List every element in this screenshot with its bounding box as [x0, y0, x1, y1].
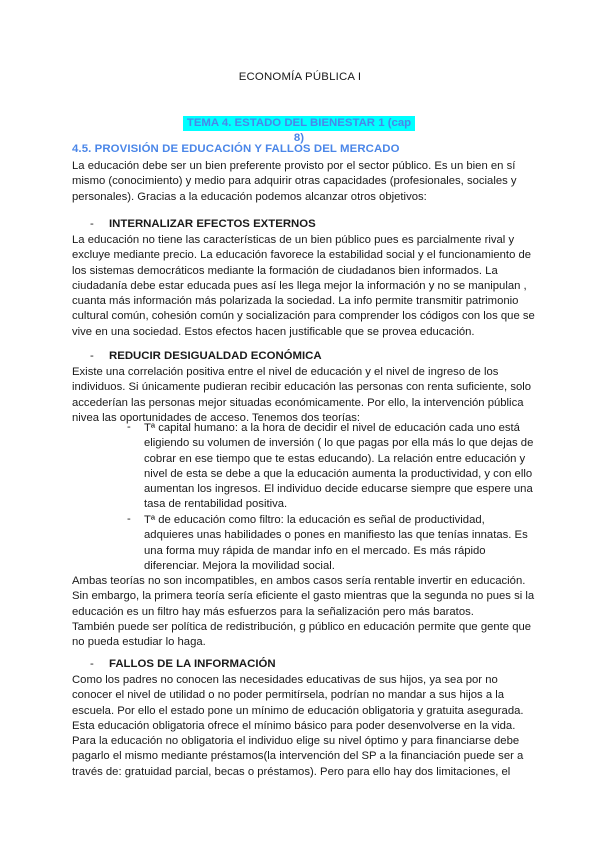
text-line: personales). Gracias a la educación podemos alcanzar otros objetivos: [72, 190, 427, 203]
text-line: Para la educación no obligatoria el individuo elige su nivel óptimo y para financiarse debe [72, 735, 520, 748]
text-line: diferenciar. Mejora la movilidad social. [144, 559, 335, 572]
document-header-title: ECONOMÍA PÚBLICA I [238, 71, 362, 83]
text-line: accederían las personas mejor situadas económicamente. Por ello, la intervención pública [72, 396, 524, 409]
text-line: Existe una correlación positiva entre el nivel de educación y el nivel de ingreso de los [72, 366, 499, 378]
paragraph-desigualdad [72, 365, 532, 426]
text-line: adquieres unas habilidades o pones en manifiesto las que tenías innatas. Es [144, 529, 528, 542]
bullet-heading-desigualdad [90, 350, 322, 362]
text-line: educación es un filtro hay más esfuerzos para la señalización pero más baratos. [72, 605, 474, 618]
bullet-heading-informacion [90, 658, 276, 670]
bullet-heading-text: FALLOS DE LA INFORMACIÓN [109, 658, 276, 670]
intro-paragraph [72, 159, 532, 205]
text-line: no pueda estudiar lo haga. [72, 636, 206, 649]
sub-bullet-dash: - [127, 513, 131, 525]
bullet-heading-internalizar [90, 218, 316, 230]
bullet-dash: - [90, 658, 94, 670]
text-line: Esta educación obligatoria ofrece el mínimo básico para poder desenvolverse en la vida. [72, 719, 516, 732]
text-line: mismo (conocimiento) y medio para adquirir otras capacidades (profesionales, sociales y [72, 175, 517, 188]
text-line: nivea las oportunidades de acceso. Tenemos dos teorías: [72, 411, 361, 424]
text-line: excluye mediante precio. La educación favorece la estabilidad social y el funcionamiento de [72, 249, 532, 262]
text-line: Como los padres no conocen las necesidades educativas de sus hijos, ya sea por no [72, 674, 498, 686]
subitem-educacion-filtro [144, 513, 528, 574]
paragraph-internalizar [72, 233, 535, 340]
text-line: ciudadanía debe estar educada pues así les llega mejor la información y no se manipulan , [72, 279, 527, 292]
paragraph-informacion [72, 673, 532, 780]
text-line: los sistemas democráticos mediante la formación de ciudadanos bien informados. La [72, 264, 498, 277]
text-line: cultural común, cohesión común y socialización para comprender los códigos con los que se [72, 310, 535, 323]
text-line: cobrar en ese tiempo que te estas educando). La relación entre educación y [144, 452, 526, 465]
text-line: eligiendo su volumen de inversión ( lo que pagas por ella más lo que dejas de [144, 437, 534, 450]
text-line: través de: gratuidad parcial, becas o préstamos). Pero para ello hay dos limitaciones, el [72, 765, 511, 778]
text-line: La educación debe ser un bien preferente provisto por el sector público. Es un bien en sí [72, 160, 516, 172]
text-line: conocer el nivel de utilidad o no poder permitírsela, podrían no mandar a sus hijos a la [72, 689, 505, 702]
text-line: aumentan los ingresos. El individuo decide educarse siempre que espere una [144, 483, 533, 496]
text-line: Sin embargo, la primera teoría sería eficiente el gasto mientras que la segunda no pues si la [72, 590, 535, 603]
text-line: cuanta más información más polarizada la sociedad. La info permite transmitir patrimonio [72, 295, 519, 308]
section-title: 4.5. PROVISIÓN DE EDUCACIÓN Y FALLOS DEL MERCADO [72, 143, 400, 155]
text-line: pagarlo el mismo mediante préstamos(la intervención del SP a la financiación puede ser a [72, 750, 524, 763]
bullet-dash: - [90, 350, 94, 362]
text-line: una forma muy rápida de mandar info en el mercado. Es más rápido [144, 544, 486, 557]
bullet-heading-text: REDUCIR DESIGUALDAD ECONÓMICA [109, 350, 322, 362]
bullet-heading-text: INTERNALIZAR EFECTOS EXTERNOS [109, 218, 316, 230]
text-line: También puede ser política de redistribución, g público en educación permite que gente que [72, 620, 532, 633]
text-line: escuela. Por ello el estado pone un mínimo de educación obligatoria y gratuita asegurada. [72, 704, 524, 717]
text-line: Tª capital humano: a la hora de decidir el nivel de educación cada uno está [144, 422, 520, 434]
text-line: individuos. Si únicamente pudieran recibir educación las personas con renta suficiente, solo [72, 381, 532, 394]
sub-bullet-dash: - [127, 421, 131, 433]
text-line: tasa de rentabilidad positiva. [144, 498, 288, 511]
text-line: La educación no tiene las características de un bien público pues es parcialmente rival y [72, 234, 515, 246]
topic-title-highlight: TEMA 4. ESTADO DEL BIENESTAR 1 (cap 8) [183, 116, 415, 131]
text-line: Tª de educación como filtro: la educación es señal de productividad, [144, 514, 485, 526]
text-line: Ambas teorías no son incompatibles, en ambos casos sería rentable invertir en educación. [72, 575, 526, 587]
subitem-capital-humano [144, 421, 533, 513]
paragraph-teorias-conclusion [72, 574, 535, 650]
text-line: nivel de esta se debe a que la educación aumenta la productividad, y con ello [144, 467, 533, 480]
bullet-dash: - [90, 218, 94, 230]
text-line: vive en una sociedad. Estos efectos hacen justificable que se provea educación. [72, 325, 475, 338]
